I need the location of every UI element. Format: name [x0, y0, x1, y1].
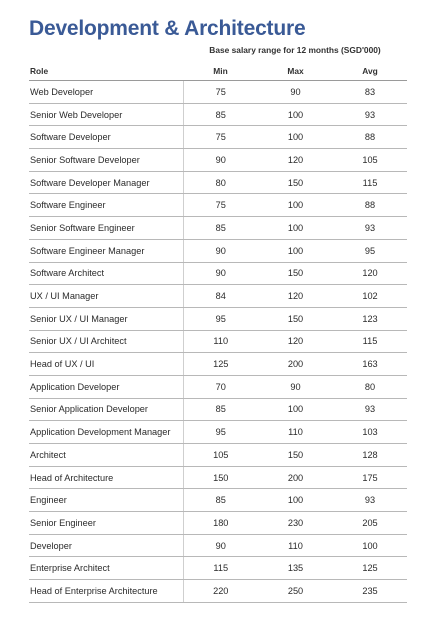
min-cell: 115	[183, 557, 258, 580]
min-cell: 85	[183, 489, 258, 512]
avg-cell: 80	[333, 375, 407, 398]
max-cell: 150	[258, 262, 333, 285]
role-cell: Software Engineer Manager	[29, 239, 183, 262]
min-cell: 110	[183, 330, 258, 353]
avg-cell: 88	[333, 194, 407, 217]
table-row	[29, 171, 407, 194]
min-cell: 84	[183, 285, 258, 308]
min-cell: 75	[183, 81, 258, 104]
table-row	[29, 103, 407, 126]
avg-cell: 120	[333, 262, 407, 285]
max-cell: 110	[258, 534, 333, 557]
min-cell: 70	[183, 375, 258, 398]
max-cell: 90	[258, 81, 333, 104]
table-row	[29, 557, 407, 580]
table-row	[29, 285, 407, 308]
role-cell: Senior Engineer	[29, 512, 183, 535]
max-cell: 250	[258, 580, 333, 603]
avg-cell: 123	[333, 307, 407, 330]
role-cell: Senior Application Developer	[29, 398, 183, 421]
role-cell: Head of Enterprise Architecture	[29, 580, 183, 603]
avg-cell: 205	[333, 512, 407, 535]
min-cell: 105	[183, 444, 258, 467]
column-header-max: Max	[258, 61, 333, 81]
max-cell: 150	[258, 171, 333, 194]
min-cell: 95	[183, 307, 258, 330]
min-cell: 95	[183, 421, 258, 444]
min-cell: 85	[183, 103, 258, 126]
max-cell: 100	[258, 217, 333, 240]
min-cell: 90	[183, 149, 258, 172]
avg-cell: 103	[333, 421, 407, 444]
salary-range-caption: Base salary range for 12 months (SGD'000)	[209, 45, 381, 55]
role-cell: Senior Software Engineer	[29, 217, 183, 240]
avg-cell: 93	[333, 398, 407, 421]
avg-cell: 115	[333, 171, 407, 194]
max-cell: 200	[258, 353, 333, 376]
table-row	[29, 489, 407, 512]
role-cell: Engineer	[29, 489, 183, 512]
table-row	[29, 580, 407, 603]
avg-cell: 100	[333, 534, 407, 557]
min-cell: 85	[183, 398, 258, 421]
max-cell: 100	[258, 126, 333, 149]
role-cell: Head of UX / UI	[29, 353, 183, 376]
table-row	[29, 126, 407, 149]
max-cell: 150	[258, 307, 333, 330]
avg-cell: 88	[333, 126, 407, 149]
column-header-avg: Avg	[333, 61, 407, 81]
page-title: Development & Architecture	[29, 17, 306, 40]
table-row	[29, 194, 407, 217]
min-cell: 90	[183, 534, 258, 557]
max-cell: 230	[258, 512, 333, 535]
table-row	[29, 239, 407, 262]
table-row	[29, 330, 407, 353]
role-cell: Enterprise Architect	[29, 557, 183, 580]
table-header-row	[29, 61, 407, 81]
avg-cell: 93	[333, 217, 407, 240]
role-cell: Head of Architecture	[29, 466, 183, 489]
min-cell: 85	[183, 217, 258, 240]
role-cell: Architect	[29, 444, 183, 467]
role-cell: Software Developer	[29, 126, 183, 149]
role-cell: Senior UX / UI Architect	[29, 330, 183, 353]
max-cell: 120	[258, 330, 333, 353]
table-row	[29, 149, 407, 172]
table-row	[29, 81, 407, 104]
avg-cell: 102	[333, 285, 407, 308]
role-cell: Senior Web Developer	[29, 103, 183, 126]
avg-cell: 125	[333, 557, 407, 580]
table-row	[29, 262, 407, 285]
min-cell: 75	[183, 194, 258, 217]
role-cell: Software Developer Manager	[29, 171, 183, 194]
table-row	[29, 421, 407, 444]
table-body	[29, 81, 407, 603]
min-cell: 220	[183, 580, 258, 603]
avg-cell: 115	[333, 330, 407, 353]
max-cell: 100	[258, 489, 333, 512]
column-header-role: Role	[29, 61, 183, 81]
table-row	[29, 217, 407, 240]
max-cell: 200	[258, 466, 333, 489]
min-cell: 90	[183, 262, 258, 285]
avg-cell: 93	[333, 103, 407, 126]
avg-cell: 235	[333, 580, 407, 603]
min-cell: 75	[183, 126, 258, 149]
min-cell: 80	[183, 171, 258, 194]
max-cell: 150	[258, 444, 333, 467]
avg-cell: 83	[333, 81, 407, 104]
max-cell: 100	[258, 239, 333, 262]
role-cell: UX / UI Manager	[29, 285, 183, 308]
table-row	[29, 512, 407, 535]
role-cell: Application Development Manager	[29, 421, 183, 444]
min-cell: 150	[183, 466, 258, 489]
max-cell: 100	[258, 103, 333, 126]
max-cell: 120	[258, 149, 333, 172]
salary-table	[29, 61, 407, 603]
table-row	[29, 534, 407, 557]
min-cell: 180	[183, 512, 258, 535]
role-cell: Software Architect	[29, 262, 183, 285]
role-cell: Senior Software Developer	[29, 149, 183, 172]
table-row	[29, 444, 407, 467]
column-header-min: Min	[183, 61, 258, 81]
avg-cell: 175	[333, 466, 407, 489]
table-row	[29, 375, 407, 398]
min-cell: 90	[183, 239, 258, 262]
max-cell: 100	[258, 194, 333, 217]
avg-cell: 105	[333, 149, 407, 172]
avg-cell: 128	[333, 444, 407, 467]
table-row	[29, 307, 407, 330]
max-cell: 135	[258, 557, 333, 580]
avg-cell: 93	[333, 489, 407, 512]
max-cell: 100	[258, 398, 333, 421]
max-cell: 110	[258, 421, 333, 444]
role-cell: Application Developer	[29, 375, 183, 398]
role-cell: Software Engineer	[29, 194, 183, 217]
table-row	[29, 398, 407, 421]
max-cell: 90	[258, 375, 333, 398]
table-row	[29, 353, 407, 376]
min-cell: 125	[183, 353, 258, 376]
role-cell: Senior UX / UI Manager	[29, 307, 183, 330]
avg-cell: 95	[333, 239, 407, 262]
avg-cell: 163	[333, 353, 407, 376]
role-cell: Developer	[29, 534, 183, 557]
role-cell: Web Developer	[29, 81, 183, 104]
max-cell: 120	[258, 285, 333, 308]
table-row	[29, 466, 407, 489]
